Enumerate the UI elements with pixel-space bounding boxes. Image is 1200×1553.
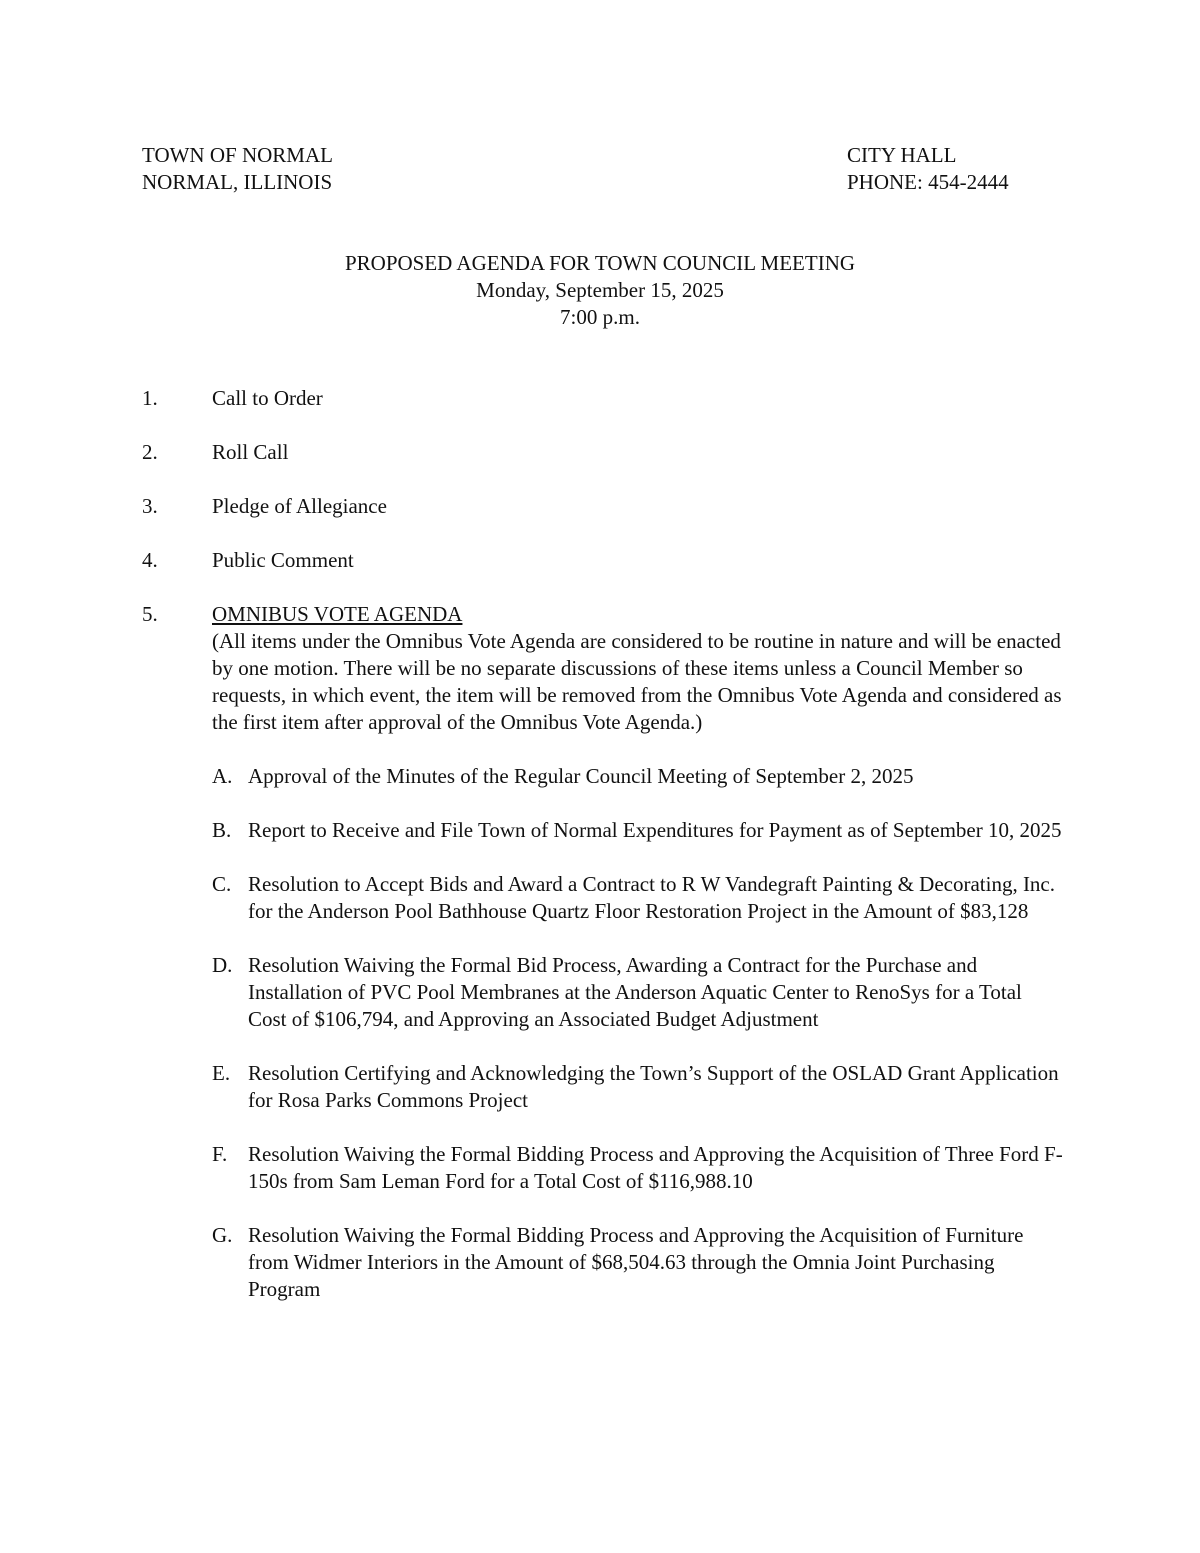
agenda-item-title: Call to Order <box>212 386 323 410</box>
subitem-letter: F. <box>212 1142 228 1166</box>
omnibus-subitem <box>212 763 1063 790</box>
subitem-letter: A. <box>212 764 233 788</box>
omnibus-note: (All items under the Omnibus Vote Agenda are considered to be routine in nature and will be enacted by one motion. There will be no separate discussions of these items unless a Council Member so requests, in which event, the item will be removed from the Omnibus Vote Agenda and considered as the first item after approval of the Omnibus Vote Agenda.) <box>212 629 1062 734</box>
agenda-item-title: Pledge of Allegiance <box>212 494 387 518</box>
agenda-item-title: Roll Call <box>212 440 289 464</box>
agenda-item-call-to-order <box>142 385 1062 412</box>
omnibus-subitem <box>212 1141 1063 1195</box>
meeting-date: Monday, September 15, 2025 <box>476 278 724 302</box>
header-left <box>142 142 333 196</box>
agenda-item-roll-call <box>142 439 1062 466</box>
subitem-letter: G. <box>212 1223 233 1247</box>
town-location: NORMAL, ILLINOIS <box>142 170 333 194</box>
subitem-text: Resolution to Accept Bids and Award a Contract to R W Vandegraft Painting & Decorating, Inc. for the Anderson Pool Bathhouse Quartz Floor Restoration Project in the Amount of $83,128 <box>248 872 1056 923</box>
omnibus-subitem <box>212 1222 1063 1303</box>
subitem-text: Resolution Waiving the Formal Bidding Process and Approving the Acquisition of Three Ford F-150s from Sam Leman Ford for a Total Cost of $116,988.10 <box>248 1142 1063 1193</box>
town-name: TOWN OF NORMAL <box>142 143 333 167</box>
city-hall-label: CITY HALL <box>847 143 957 167</box>
meeting-time: 7:00 p.m. <box>560 305 640 329</box>
omnibus-subitem <box>212 952 1063 1033</box>
agenda-item-number: 5. <box>142 602 158 626</box>
phone-number: PHONE: 454-2444 <box>847 170 1009 194</box>
subitem-text: Report to Receive and File Town of Normal Expenditures for Payment as of September 10, 2025 <box>248 818 1062 842</box>
omnibus-subitems <box>212 763 1062 1303</box>
omnibus-title: OMNIBUS VOTE AGENDA <box>212 602 463 626</box>
subitem-text: Approval of the Minutes of the Regular Council Meeting of September 2, 2025 <box>248 764 914 788</box>
header-right <box>847 142 1009 196</box>
omnibus-subitem <box>212 817 1063 844</box>
subitem-letter: E. <box>212 1061 231 1085</box>
subitem-text: Resolution Waiving the Formal Bid Process, Awarding a Contract for the Purchase and Installation of PVC Pool Membranes at the Anderson Aquatic Center to RenoSys for a Total Cost of $106,794, and Approving an Associated Budget Adjustment <box>248 953 1022 1031</box>
subitem-text: Resolution Waiving the Formal Bidding Process and Approving the Acquisition of Furniture from Widmer Interiors in the Amount of $68,504.63 through the Omnia Joint Purchasing Program <box>248 1223 1024 1301</box>
subitem-letter: D. <box>212 953 233 977</box>
agenda-item-omnibus <box>142 601 1062 1303</box>
agenda-item-number: 3. <box>142 494 158 518</box>
omnibus-subitem <box>212 1060 1063 1114</box>
agenda-item-public-comment <box>142 547 1062 574</box>
agenda-item-title: Public Comment <box>212 548 354 572</box>
title-block <box>0 250 1200 331</box>
agenda-item-number: 2. <box>142 440 158 464</box>
agenda-item-pledge <box>142 493 1062 520</box>
agenda-list <box>142 385 1062 1303</box>
agenda-item-number: 1. <box>142 386 158 410</box>
page-title: PROPOSED AGENDA FOR TOWN COUNCIL MEETING <box>344 251 856 275</box>
subitem-text: Resolution Certifying and Acknowledging the Town’s Support of the OSLAD Grant Application for Rosa Parks Commons Project <box>248 1061 1059 1112</box>
subitem-letter: B. <box>212 818 232 842</box>
subitem-letter: C. <box>212 872 232 896</box>
omnibus-subitem <box>212 871 1063 925</box>
agenda-item-number: 4. <box>142 548 158 572</box>
